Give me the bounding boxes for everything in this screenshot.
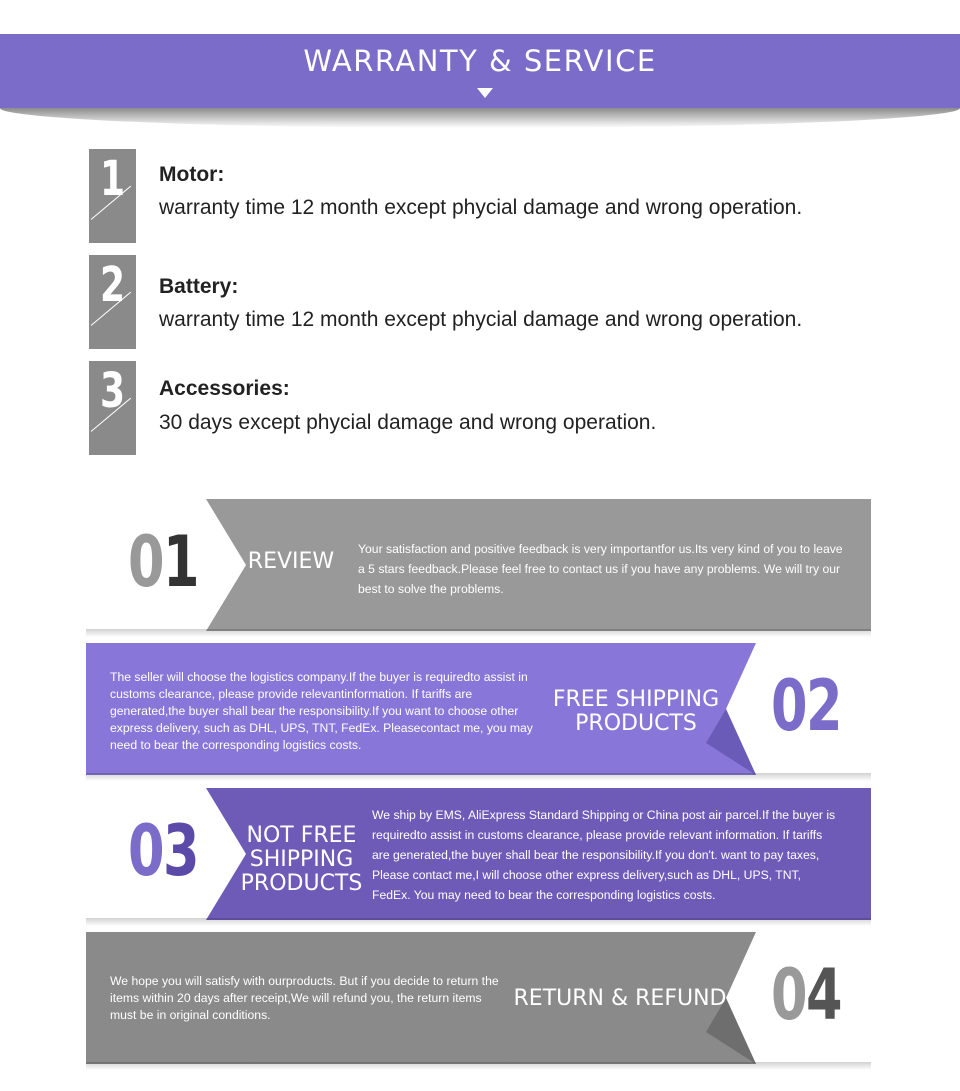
warranty-title: Accessories:	[159, 377, 290, 400]
section-header-bar	[0, 34, 960, 108]
service-number: 03	[128, 810, 199, 892]
number-badge: 2	[89, 255, 136, 349]
service-title: REVIEW	[247, 549, 335, 574]
warranty-item-accessories	[0, 361, 960, 456]
chevron-down-icon	[477, 88, 493, 98]
service-number: 04	[771, 954, 842, 1036]
warranty-title: Battery:	[159, 275, 239, 298]
service-title: FREE SHIPPING PRODUCTS	[552, 687, 720, 736]
service-number: 02	[771, 665, 842, 747]
number-badge: 1	[89, 149, 136, 243]
service-description: The seller will choose the logistics company.If the buyer is requiredto assist in customs clearance, please provide relevantinformation. If tariffs are generated,the buyer shall bear the responsibility.If you want to choose other express delivery, such as DHL, UPS, TNT, FedEx. Pleasecontact me, you may need to bear the corresponding logistics costs.	[110, 670, 533, 752]
service-description: Your satisfaction and positive feedback is very importantfor us.Its very kind of you to leave a 5 stars feedback.Please feel free to contact us if you have any problems. We will try our best to solve the problems.	[358, 542, 843, 596]
warranty-item-motor	[0, 149, 960, 244]
header-shadow	[0, 108, 960, 128]
service-title: NOT FREE SHIPPING PRODUCTS	[240, 823, 363, 896]
service-description: We ship by EMS, AliExpress Standard Shipping or China post air parcel.If the buyer is requiredto assist in customs clearance, please provide relevant information. If tariffs are generated,the buyer shall bear the responsibility.If you don't. want to pay taxes, Please contact me,I will choose other express delivery,such as DHL, UPS, TNT, FedEx. You may need to bear the corresponding logistics costs.	[372, 808, 836, 902]
service-not-free-shipping	[86, 788, 871, 920]
service-number: 01	[128, 521, 199, 603]
service-review	[86, 499, 871, 631]
warranty-description: warranty time 12 month except phycial damage and wrong operation.	[159, 308, 803, 331]
service-title: RETURN & REFUND	[513, 986, 727, 1011]
service-return-refund	[86, 932, 871, 1064]
warranty-item-battery	[0, 255, 960, 350]
service-description: We hope you will satisfy with ourproducts. But if you decide to return the items within 20 days after receipt,We will refund you, the return items must be in original conditions.	[110, 974, 499, 1022]
section-title: WARRANTY & SERVICE	[303, 44, 657, 78]
service-free-shipping	[86, 643, 871, 775]
number-badge: 3	[89, 361, 136, 455]
warranty-title: Motor:	[159, 163, 225, 186]
warranty-description: warranty time 12 month except phycial damage and wrong operation.	[159, 196, 803, 219]
warranty-description: 30 days except phycial damage and wrong operation.	[159, 411, 657, 434]
